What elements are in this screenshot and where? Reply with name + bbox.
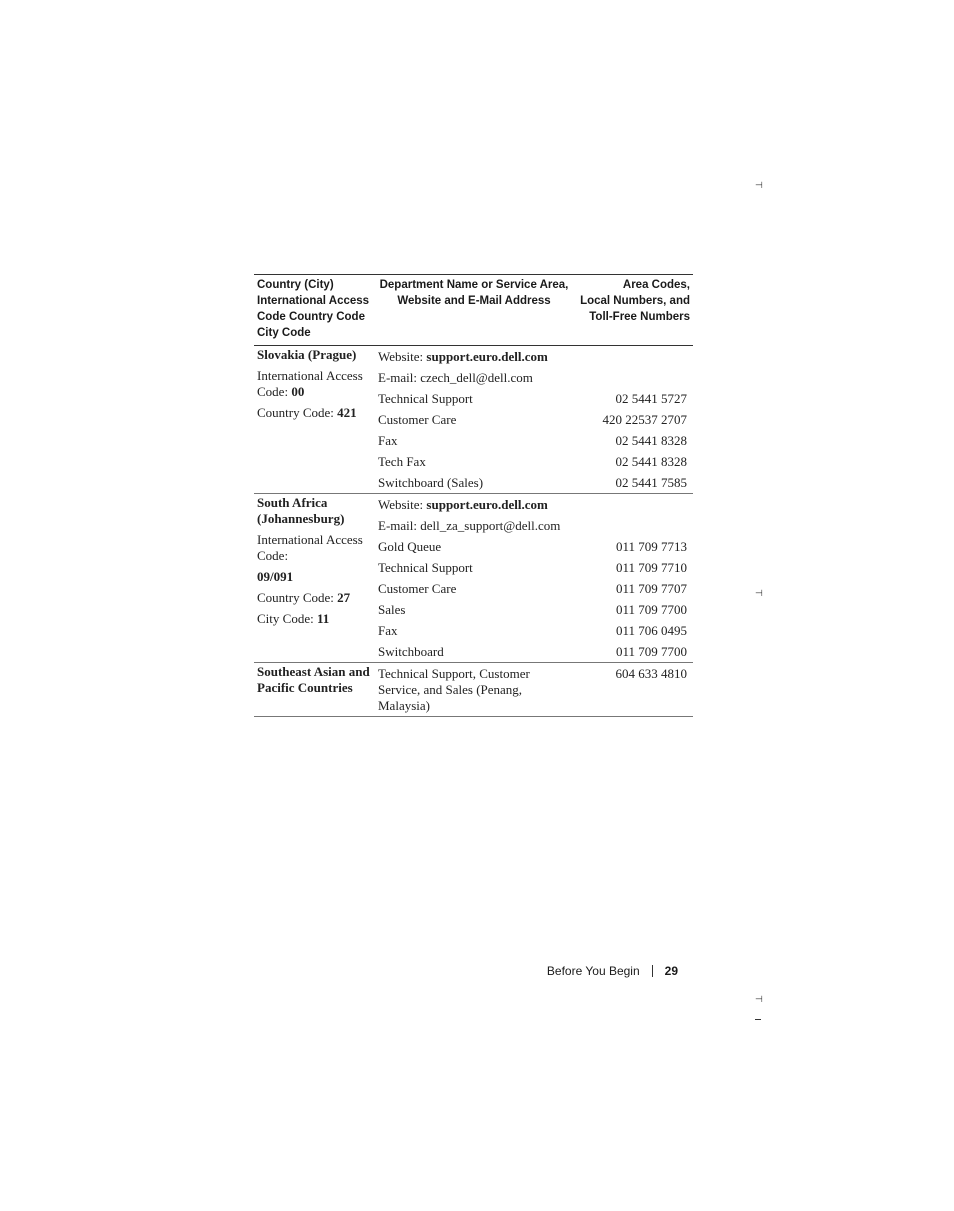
table-row (254, 346, 693, 368)
phone-number: 02 5441 7585 (573, 472, 693, 494)
country-detail-value: 421 (337, 405, 357, 420)
country-detail-value: 00 (291, 384, 305, 399)
table-body (254, 346, 693, 717)
department-cell (375, 557, 573, 578)
department-label: Switchboard (378, 644, 444, 659)
department-cell (375, 367, 573, 388)
department-label: Customer Care (378, 581, 457, 596)
department-link[interactable]: support.euro.dell.com (426, 349, 548, 364)
department-cell (375, 599, 573, 620)
phone-number (573, 367, 693, 388)
country-cell (254, 346, 375, 494)
phone-number: 011 709 7713 (615, 539, 687, 554)
phone-number: 02 5441 8328 (615, 433, 687, 448)
phone-number: 011 706 0495 (615, 623, 687, 638)
contact-table (254, 274, 693, 717)
crop-mark-top: ⊣ (755, 181, 763, 191)
department-link[interactable]: support.euro.dell.com (426, 497, 548, 512)
department-label: Technical Support, Customer Service, and Sales (Penang, Malaysia) (378, 666, 530, 713)
department-label: Sales (378, 602, 406, 617)
department-cell (375, 409, 573, 430)
department-label: Switchboard (Sales) (378, 475, 484, 490)
department-label: Technical Support (378, 391, 473, 406)
department-cell (375, 536, 573, 557)
country-detail (257, 532, 372, 564)
department-cell (375, 663, 573, 717)
department-label: Technical Support (378, 560, 473, 575)
header-numbers: Area Codes, Local Numbers, and Toll-Free Numbers (573, 275, 693, 346)
country-cell (254, 663, 375, 717)
phone-number: 02 5441 5727 (615, 391, 687, 406)
phone-number: 420 22537 2707 (602, 412, 687, 427)
country-detail (257, 405, 372, 421)
country-detail-label: Country Code: (257, 405, 338, 420)
department-cell (375, 620, 573, 641)
department-cell (375, 346, 573, 368)
department-cell (375, 472, 573, 494)
table-header-row (254, 275, 693, 346)
department-cell (375, 451, 573, 472)
table-row (254, 663, 693, 717)
country-detail-value: 11 (316, 611, 330, 626)
phone-number (573, 494, 693, 516)
phone-number: 604 633 4810 (573, 663, 693, 717)
header-country: Country (City) International Access Code Country Code City Code (254, 275, 375, 346)
country-detail-value: 27 (337, 590, 351, 605)
department-label: Fax (378, 433, 398, 448)
department-label: Fax (378, 623, 398, 638)
country-name: Slovakia (Prague) (257, 347, 357, 362)
country-detail (257, 611, 372, 627)
department-label: Gold Queue (378, 539, 442, 554)
department-label: Website: (378, 497, 427, 512)
footer-section-title: Before You Begin (546, 964, 640, 978)
footer-separator (652, 965, 653, 977)
country-detail-label: International Access Code: (257, 368, 363, 399)
phone-number: 011 709 7700 (573, 641, 693, 663)
department-cell (375, 641, 573, 663)
phone-number: 011 709 7700 (615, 602, 687, 617)
department-cell (375, 494, 573, 516)
phone-number: 02 5441 8328 (615, 454, 687, 469)
country-name: Southeast Asian and Pacific Countries (257, 664, 370, 695)
department-cell (375, 388, 573, 409)
country-detail-value: 09/091 (257, 569, 294, 584)
page-footer (547, 964, 678, 978)
table-row (254, 494, 693, 516)
department-label: E-mail: dell_za_support@dell.com (378, 518, 561, 533)
country-detail-label: Country Code: (257, 590, 338, 605)
crop-mark-middle: ⊣ (755, 589, 763, 599)
country-name: South Africa (Johannesburg) (257, 495, 345, 526)
header-department: Department Name or Service Area, Website and E-Mail Address (375, 275, 573, 346)
page-number: 29 (664, 964, 678, 978)
phone-number: 011 709 7710 (615, 560, 687, 575)
department-cell (375, 430, 573, 451)
country-detail-label: City Code: (257, 611, 317, 626)
crop-mark-bottom: ⊣ (755, 995, 763, 1005)
department-label: Customer Care (378, 412, 457, 427)
country-cell (254, 494, 375, 663)
department-label: E-mail: czech_dell@dell.com (378, 370, 533, 385)
country-detail-label: International Access Code: (257, 532, 363, 563)
country-detail (257, 368, 372, 400)
department-cell (375, 515, 573, 536)
phone-number (573, 515, 693, 536)
crop-mark-dash (755, 1019, 761, 1020)
department-cell (375, 578, 573, 599)
phone-number (573, 346, 693, 368)
phone-number: 011 709 7707 (615, 581, 687, 596)
department-label: Tech Fax (378, 454, 426, 469)
country-detail (257, 590, 372, 606)
department-label: Website: (378, 349, 427, 364)
country-detail (257, 569, 372, 585)
